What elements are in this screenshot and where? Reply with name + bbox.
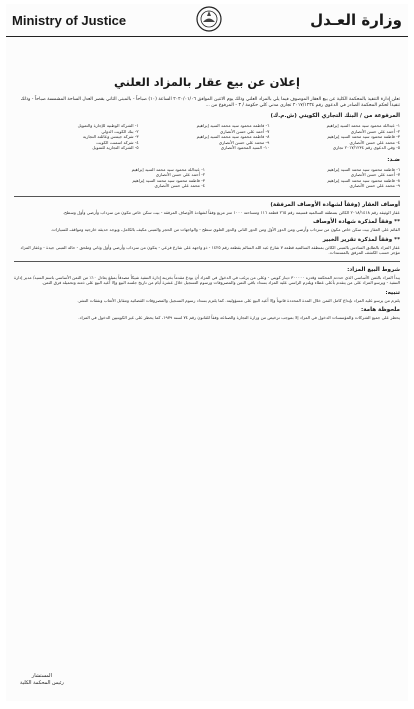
notice-intro: تعلن إدارة التنفيذ بالمحكمة الكلية عن بيع العقار الموصوف فيما يلي بالمزاد العلني وذلك يوم الاثنين الموافق ٢٠٢٠/٠١/٠٦ الساعة (١٠) صباحاً - بالمبنى الثاني بقصر العدل الساحة المشمسة صباحاً - وذلك تنفيذاً لحكم المحكمة الصادر في الدعوى رقم ٢٠١٧/١٢٣٤ تجاري مدني كلي حكومة / ٣ - المرفوع من ... [20, 97, 400, 109]
important-text: يحظر على جميع الشركات والمؤسسات الدخول في المزاد إلا بموجب ترخيص من وزارة التجارة والصناعة وفقاً للقانون رقم ٧٤ لسنة ١٩٧٩، كما يحظر على غير الكويتيين الدخول في المزاد. [78, 315, 400, 321]
defendant-column-1: ٦- فاطمة محمود سيد محمد السيد إبراهيم ٧- أحمد علي حسن الأنصاري ٨- فاطمة محمود سيد محمد السيد إبراهيم ٩- محمد علي حسن الأنصاري [327, 166, 400, 189]
expert-text: عقار المزاد بالطابق السادس بالمبنى الكائن بمنطقة السالمية قطعة ٧ شارع عبد الله السالم بقطعة رقم ١٤٢٥ - ذو واجهة على شارع فرعي - يتكون من سرداب وأرضي وأول وثاني وملحق - حالة المبنى جيدة - وعقار المزاد مؤجر حسب الكشف المرفق بالمستندات. [20, 244, 400, 256]
plaintiff-column-2: ٦- فاطمة محمود سيد محمد السيد إبراهيم ٧- أحمد علي حسن الأنصاري ٨- فاطمة محمود سيد محمد السيد إبراهيم ٩- محمد علي حسن الأنصاري ١٠- السيد المحمود الأنصاري [196, 123, 270, 151]
plaintiff-column-1: ١- عبدالله محمود سيد محمد السيد إبراهيم ٢- أحمد علي حسن الأنصاري ٣- فاطمة محمود سيد محمد السيد إبراهيم ٤- محمد علي حسن الأنصاري ٥- وفي الدعوى رقم ٢٠١٧/١٢٣٤ تجاري [326, 123, 400, 151]
newspaper-page [6, 4, 408, 701]
parties-heading: المرفوعة من / البنك التجاري الكويتي (ش.م.ك) [270, 113, 400, 120]
notes-heading: تنبيه: [385, 289, 400, 296]
kuwait-emblem-icon [196, 6, 222, 32]
plaintiffs-columns [6, 121, 408, 153]
survey-heading: ** وفقاً لمذكرة شهادة الأوصاف [312, 219, 400, 226]
important-heading: ملحوظة هامة: [361, 307, 400, 314]
description-heading: أوصاف العقار (وفقاً لشهادة الأوصاف المرفقة) [270, 201, 400, 208]
conditions-text: يبدأ المزاد بالثمن الأساسي الذي حددته المحكمة وقدره ٣٠٠٠٠٠ دينار كويتي - وعلى من يرغب في الدخول في المزاد أن يودع مقدماً بخزينة إدارة التنفيذ شيكاً مصدقاً بمبلغ يعادل ١٠٪ من الثمن الأساسي باسم السيد/ مدير إدارة التنفيذ - ويرسو المزاد على من يتقدم بأعلى عطاء ويلتزم الراسي عليه المزاد بسداد باقي الثمن والمصروفات ورسوم التسجيل خلال عشرة أيام من تاريخ جلسة البيع وإلا أعيد البيع على ذمته وتحميله فرق الثمن. [13, 274, 400, 286]
signature-role: رئيس المحكمة الكلية [20, 680, 64, 686]
divider [14, 196, 400, 197]
defendants-heading: ضـد: [387, 156, 400, 163]
notice-title: إعلان عن بيع عقار بالمزاد العلني [114, 75, 300, 89]
description-text: عقار الوثيقة رقم ٢٠١٨/١٤١٨ الكائن بمنطقة السالمية قسيمة رقم ٢٦٥ قطعة ١١٦ ومساحته ١٠٠٠ متر مربع وفقاً لشهادة الأوصاف المرفقة - بيت سكن خاص مكون من سرداب وأرضي وأول وسطح. [62, 209, 400, 215]
divider [14, 261, 400, 262]
defendant-column-2: ١- عبدالله محمود سيد محمد السيد إبراهيم ٢- أحمد علي حسن الأنصاري ٣- فاطمة محمود سيد محمد السيد إبراهيم ٤- محمد علي حسن الأنصاري [131, 166, 205, 189]
survey-text: القائم على العقار بيت سكن خاص مكون من سرداب وأرضي ومن الدور الأول ومن الدور الثاني والدور العلوي سطح - والواجهات من الحجر والمبنى مكيف بالكامل، ويوجد حديقة خارجية ومواقف للسيارات. [50, 227, 400, 233]
defendants-columns [6, 165, 408, 191]
signature-title: المستشار [31, 673, 52, 679]
ministry-english-title: Ministry of Justice [12, 12, 127, 28]
conditions-heading: شروط البيع المزاد: [347, 266, 400, 273]
notes-text: يلتزم من يرسو عليه المزاد بإيداع كامل الثمن خلال المدة المحددة قانوناً وإلا أعيد البيع على مسؤوليته. كما يلتزم بسداد رسوم التسجيل والمصروفات القضائية ومقابل الأتعاب ونفقات النشر. [77, 297, 400, 303]
plaintiff-column-3: ١- الشركة الوطنية للإجارة والتمويل ٢- بنك الكويت الدولي ٣- شركة جيمس وعائلته التجارية ٤- شركة اسمنت الكويت ٥- الشركة التجارية للتمويل [77, 123, 139, 151]
signature-block [20, 673, 64, 687]
ministry-arabic-title: وزارة العـدل [310, 11, 402, 29]
expert-heading: ** وفقاً لمذكرة تقرير الخبير [322, 236, 400, 243]
